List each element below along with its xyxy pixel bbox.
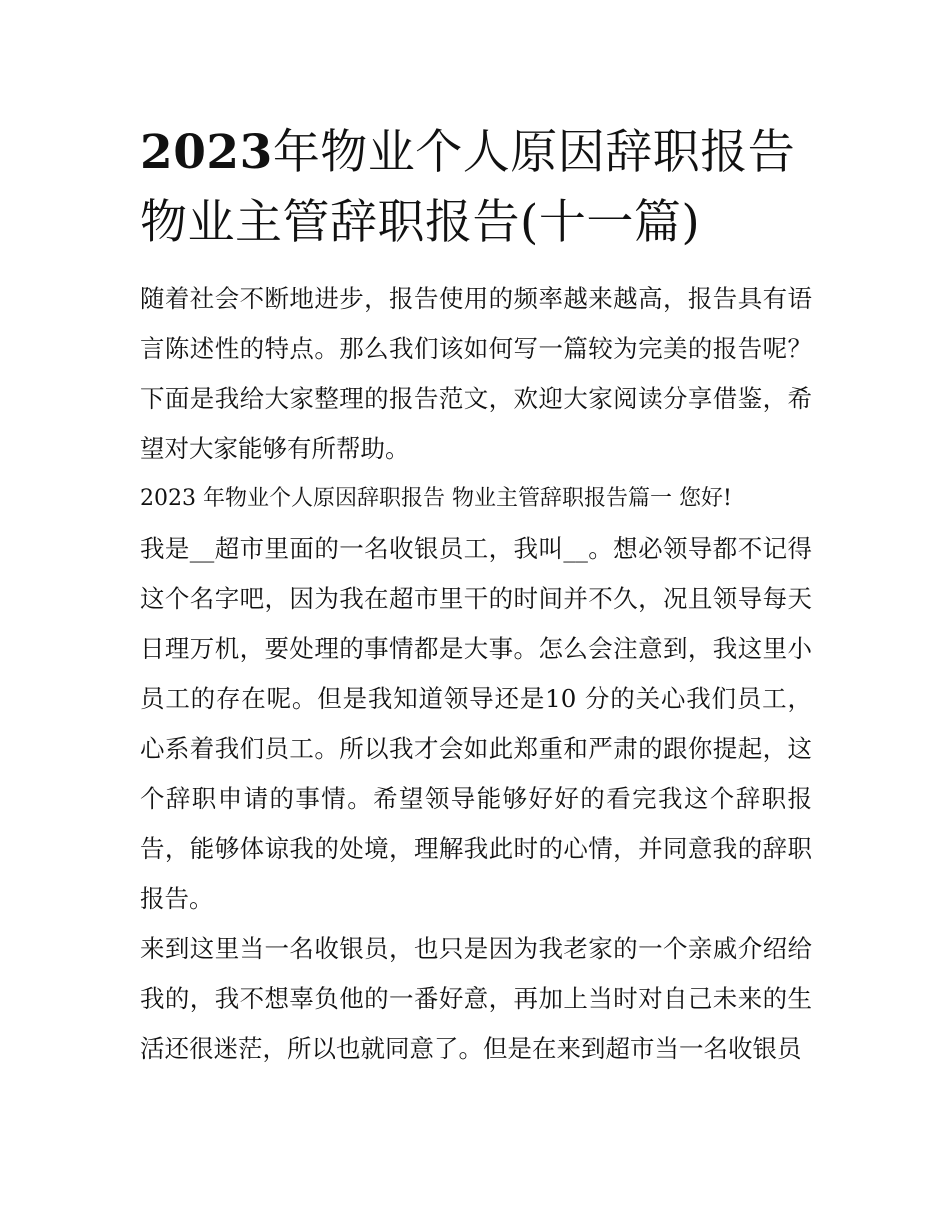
document-title [140, 118, 812, 258]
title-line1-rest: 年物业个人原因辞职报告 [272, 125, 796, 180]
body-paragraph-1: 我是__超市里面的一名收银员工，我叫__。想必领导都不记得这个名字吧，因为我在超市里干的时间并不久，况且领导每天日理万机，要处理的事情都是大事。怎么会注意到，我这里小员工的存在呢。但是我知道领导还是10 分的关心我们员工，心系着我们员工。所以我才会如此郑重和严肃的跟你提起，这个辞职申请的事情。希望领导能够好好的看完我这个辞职报告，能够体谅我的处境，理解我此时的心情，并同意我的辞职报告。 [140, 534, 812, 913]
body-paragraph-2: 来到这里当一名收银员，也只是因为我老家的一个亲戚介绍给我的，我不想辜负他的一番好意，再加上当时对自己未来的生活还很迷茫，所以也就同意了。但是在来到超市当一名收银员 [140, 934, 812, 1063]
document-body [140, 118, 812, 1074]
title-year: 2023 [140, 125, 273, 180]
intro-paragraph: 随着社会不断地进步，报告使用的频率越来越高，报告具有语言陈述性的特点。那么我们该如何写一篇较为完美的报告呢？下面是我给大家整理的报告范文，欢迎大家阅读分享借鉴，希望对大家能够有所帮助。 [140, 284, 812, 463]
section-heading: 2023 年物业个人原因辞职报告 物业主管辞职报告篇一 您好! [140, 486, 732, 511]
title-line2: 物业主管辞职报告(十一篇) [140, 195, 701, 250]
